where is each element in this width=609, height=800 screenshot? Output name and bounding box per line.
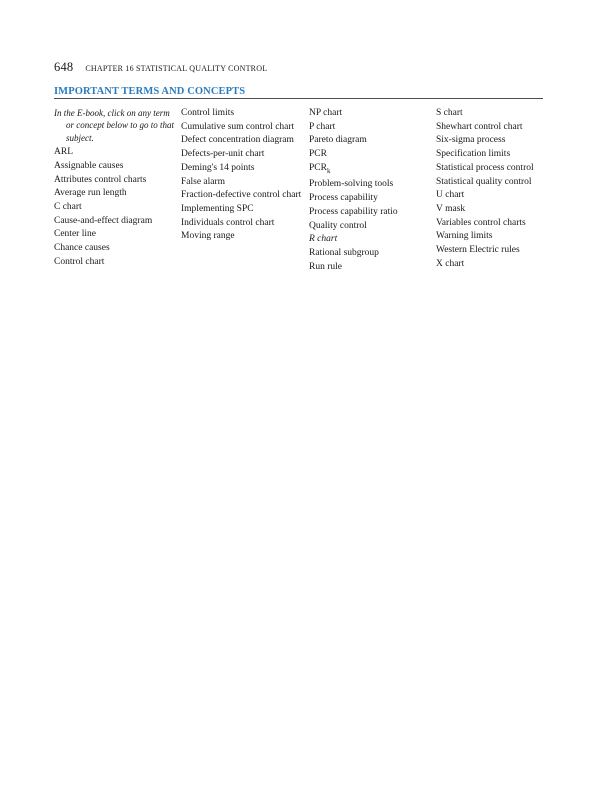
ebook-note: In the E-book, click on any term or concept below to go to that subject.: [54, 108, 174, 143]
term-arl[interactable]: ARL: [54, 147, 73, 158]
term-run-rule[interactable]: Run rule: [309, 261, 342, 272]
term-pcrk-subscript: k: [326, 166, 331, 175]
page-number: 648: [54, 60, 74, 74]
terms-column-1: [54, 107, 174, 269]
term-assignable-causes[interactable]: Assignable causes: [54, 160, 124, 171]
term-problem-solving-tools[interactable]: Problem-solving tools: [309, 179, 394, 190]
term-warning-limits[interactable]: Warning limits: [436, 231, 493, 242]
term-x-chart[interactable]: X chart: [436, 258, 465, 269]
term-s-chart[interactable]: S chart: [436, 108, 463, 118]
term-chance-causes[interactable]: Chance causes: [54, 243, 110, 254]
term-v-mask[interactable]: V mask: [436, 203, 466, 214]
term-rational-subgroup[interactable]: Rational subgroup: [309, 247, 379, 258]
term-c-chart[interactable]: C chart: [54, 202, 82, 213]
term-western-electric-rules[interactable]: Western Electric rules: [436, 245, 520, 256]
term-r-chart[interactable]: [309, 233, 431, 246]
term-cumulative-sum-control-chart[interactable]: Cumulative sum control chart: [181, 121, 295, 132]
term-control-limits[interactable]: Control limits: [181, 108, 235, 118]
term-pcrk-base: PCR: [309, 162, 327, 173]
term-fraction-defective-control-chart[interactable]: Fraction-defective control chart: [181, 190, 302, 201]
term-u-chart[interactable]: U chart: [436, 190, 465, 201]
term-moving-range[interactable]: Moving range: [181, 231, 235, 242]
term-statistical-quality-control[interactable]: Statistical quality control: [436, 176, 532, 187]
term-individuals-control-chart[interactable]: Individuals control chart: [181, 217, 275, 228]
term-pareto-diagram[interactable]: Pareto diagram: [309, 135, 367, 146]
term-center-line[interactable]: Center line: [54, 229, 96, 240]
term-average-run-length[interactable]: Average run length: [54, 188, 127, 199]
term-shewhart-control-chart[interactable]: Shewhart control chart: [436, 121, 523, 132]
section-title: IMPORTANT TERMS AND CONCEPTS: [54, 86, 543, 99]
term-attributes-control-charts[interactable]: Attributes control charts: [54, 174, 147, 185]
term-demings-14-points[interactable]: Deming's 14 points: [181, 162, 255, 173]
term-pcrk[interactable]: [309, 162, 431, 178]
term-r-chart-label: R chart: [309, 234, 338, 245]
term-specification-limits[interactable]: Specification limits: [436, 149, 511, 160]
term-np-chart[interactable]: NP chart: [309, 108, 343, 118]
term-variables-control-charts[interactable]: Variables control charts: [436, 217, 526, 228]
running-head: CHAPTER 16 STATISTICAL QUALITY CONTROL: [85, 64, 268, 73]
term-process-capability-ratio[interactable]: Process capability ratio: [309, 206, 398, 217]
term-control-chart[interactable]: Control chart: [54, 256, 105, 267]
page-header: [54, 58, 267, 76]
term-statistical-process-control[interactable]: Statistical process control: [436, 162, 534, 173]
term-quality-control[interactable]: Quality control: [309, 220, 367, 231]
term-defects-per-unit-chart[interactable]: Defects-per-unit chart: [181, 149, 265, 160]
term-cause-and-effect-diagram[interactable]: Cause-and-effect diagram: [54, 215, 153, 226]
term-p-chart[interactable]: P chart: [309, 121, 336, 132]
terms-column-4: [436, 107, 556, 271]
term-defect-concentration-diagram[interactable]: Defect concentration diagram: [181, 135, 294, 146]
term-process-capability[interactable]: Process capability: [309, 193, 378, 204]
term-six-sigma-process[interactable]: Six-sigma process: [436, 135, 506, 146]
term-pcr[interactable]: PCR: [309, 149, 327, 160]
term-false-alarm[interactable]: False alarm: [181, 176, 226, 187]
terms-column-2: [181, 107, 305, 244]
terms-column-3: [309, 107, 431, 274]
term-implementing-spc[interactable]: Implementing SPC: [181, 203, 254, 214]
